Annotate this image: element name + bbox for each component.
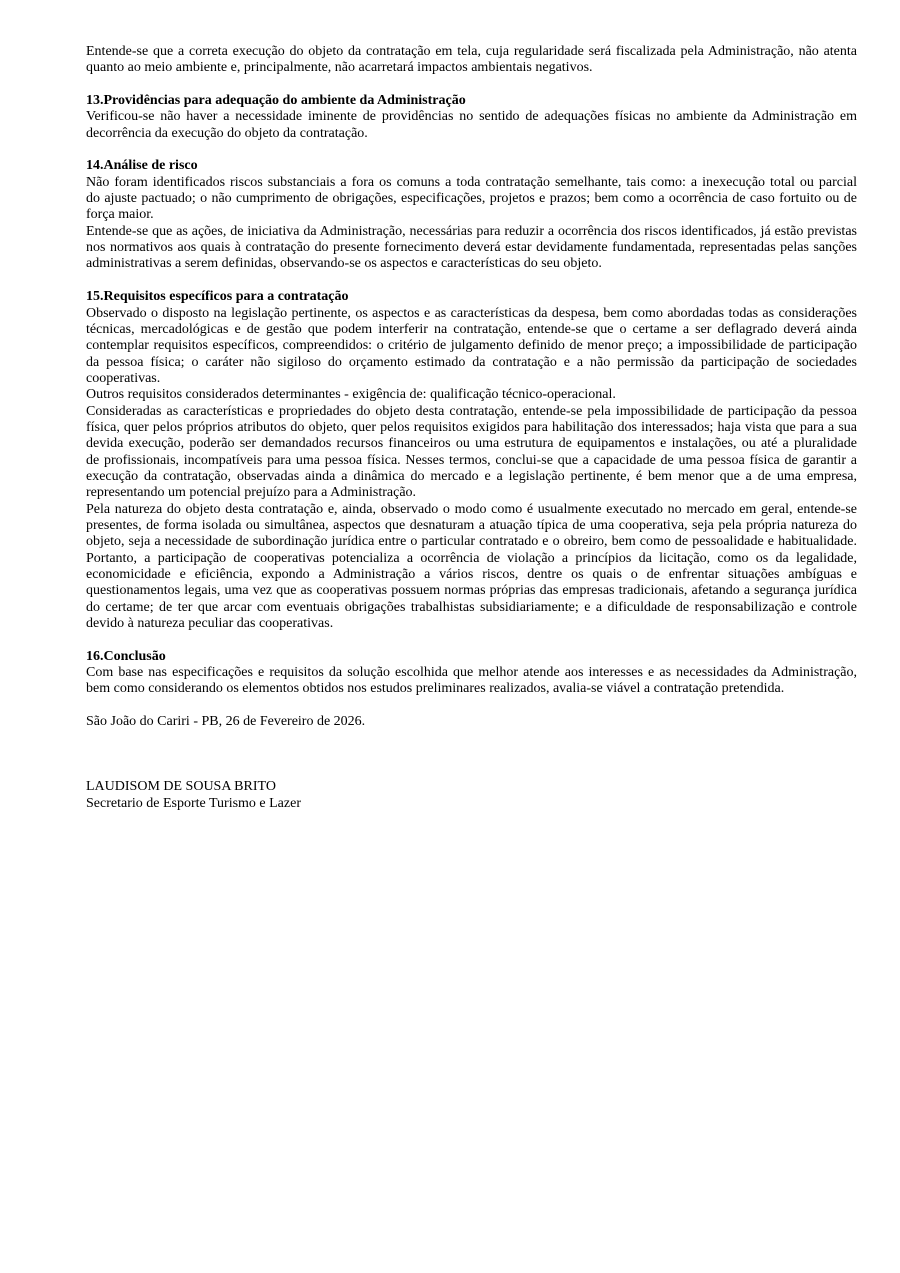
text-line: Observado o disposto na legislação pertinente, os aspectos e as características da despesa, bem como abordadas todas as considerações bbox=[86, 305, 857, 321]
text-line: devido à natureza peculiar das cooperativas. bbox=[86, 616, 334, 632]
text-line: Não foram identificados riscos substanciais a fora os comuns a toda contratação semelhante, tais como: a inexecução total ou parcial bbox=[86, 174, 857, 190]
text-line: força maior. bbox=[86, 207, 154, 223]
text-line: do ajuste pactuado; o não cumprimento de obrigações, especificações, projetos e prazos; bem como a ocorrência de caso fortuito ou de bbox=[86, 191, 857, 207]
signer-name: LAUDISOM DE SOUSA BRITO bbox=[86, 779, 276, 795]
text-line: objeto, seja a necessidade de subordinação jurídica entre o particular contratado e o obreiro, bem como de pessoalidade e habitualidade. bbox=[86, 534, 857, 550]
text-line: economicidade e eficiência, expondo a Administração a vários riscos, dentre os quais o de enfrentar situações ambíguas e bbox=[86, 567, 857, 582]
text-line: presentes, de forma isolada ou simultânea, aspectos que desnaturam a atuação típica de uma cooperativa, seja pela própria natureza do bbox=[86, 517, 857, 533]
section-14 bbox=[86, 158, 857, 272]
text-line: Pela natureza do objeto desta contratação e, ainda, observado o modo como é usualmente executado no mercado em geral, entende-se bbox=[86, 501, 857, 517]
text-line: cooperativas. bbox=[86, 370, 161, 386]
text-line: Entende-se que a correta execução do objeto da contratação em tela, cuja regularidade será fiscalizada pela Administração, não atenta bbox=[86, 44, 857, 59]
text-line: Portanto, a participação de cooperativas potencializa a ocorrência de violação a princípios da licitação, como os da legalidade, bbox=[86, 550, 857, 566]
text-line: da pessoa física; o caráter não sigiloso do orçamento estimado da contratação e a não permissão da participação de sociedades bbox=[86, 354, 857, 370]
text-line: administrativas a serem definidas, observando-se os aspectos e características do seu objeto. bbox=[86, 256, 602, 272]
section-heading: 14.Análise de risco bbox=[86, 158, 198, 174]
signer-title: Secretario de Esporte Turismo e Lazer bbox=[86, 795, 301, 811]
section-16 bbox=[86, 649, 857, 698]
text-line: contemplar requisitos específicos, compreendidos: o critério de julgamento definido de menor preço; a impossibilidade de participação bbox=[86, 338, 857, 354]
text-line: questionamentos legais, uma vez que as cooperativas possuem normas próprias das empresas tradicionais, afetando a segurança jurídica bbox=[86, 583, 857, 599]
text-line: Consideradas as características e propriedades do objeto desta contratação, entende-se pela impossibilidade de participação da pessoa bbox=[86, 403, 857, 419]
section-15 bbox=[86, 289, 857, 632]
text-line: devida execução, poderão ser demandados recursos financeiros ou uma estrutura de equipamentos e instalações, ou até a pluralidade bbox=[86, 436, 857, 452]
section-13 bbox=[86, 93, 857, 142]
text-line: representando um potencial prejuízo para a Administração. bbox=[86, 485, 417, 501]
text-line: Outros requisitos considerados determinantes - exigência de: qualificação técnico-operacional. bbox=[86, 387, 616, 403]
text-line: execução da contratação, observadas ainda a dinâmica do mercado e a legislação pertinente, é bem menor que a de uma empresa, bbox=[86, 468, 857, 484]
text-line: técnicas, mercadológicas e de gestão que podem interferir na contratação, entende-se que o certame a ser deflagrado deverá ainda bbox=[86, 321, 857, 337]
text-line: nos normativos aos quais à contratação do presente fornecimento deverá estar devidamente fundamentada, representadas pelas sanções bbox=[86, 240, 857, 256]
text-line: Verificou-se não haver a necessidade iminente de providências no sentido de adequações físicas no ambiente da Administração em bbox=[86, 109, 857, 125]
text-line: decorrência da execução do objeto da contratação. bbox=[86, 125, 368, 141]
text-line: Com base nas especificações e requisitos da solução escolhida que melhor atende aos interesses e as necessidades da Administração, bbox=[86, 665, 857, 681]
text-line: Entende-se que as ações, de iniciativa da Administração, necessárias para reduzir a ocorrência dos riscos identificados, já estão previstas bbox=[86, 223, 857, 239]
text-line: de profissionais, incompatíveis para uma pessoa física. Nesses termos, conclui-se que a capacidade de uma pessoa física de garantir a bbox=[86, 452, 857, 468]
section-heading: 15.Requisitos específicos para a contratação bbox=[86, 289, 349, 305]
document-page bbox=[86, 44, 857, 812]
section-heading: 13.Providências para adequação do ambiente da Administração bbox=[86, 93, 466, 109]
signature-block bbox=[86, 779, 857, 812]
intro-paragraph bbox=[86, 44, 857, 77]
text-line: do certame; de ter que arcar com eventuais obrigações trabalhistas subsidiariamente; e a dificuldade de responsabilização e controle bbox=[86, 599, 857, 615]
text-line: física, quer pelos próprios atributos do objeto, quer pelos requisitos exigidos para habilitação dos interessados; haja vista que para a sua bbox=[86, 419, 857, 435]
text-line: quanto ao meio ambiente e, principalmente, não acarretará impactos ambientais negativos. bbox=[86, 60, 593, 76]
section-heading: 16.Conclusão bbox=[86, 648, 166, 664]
place-date: São João do Cariri - PB, 26 de Fevereiro de 2026. bbox=[86, 714, 366, 730]
text-line: bem como considerando os elementos obtidos nos estudos preliminares realizados, avalia-se viável a contratação pretendida. bbox=[86, 681, 785, 697]
